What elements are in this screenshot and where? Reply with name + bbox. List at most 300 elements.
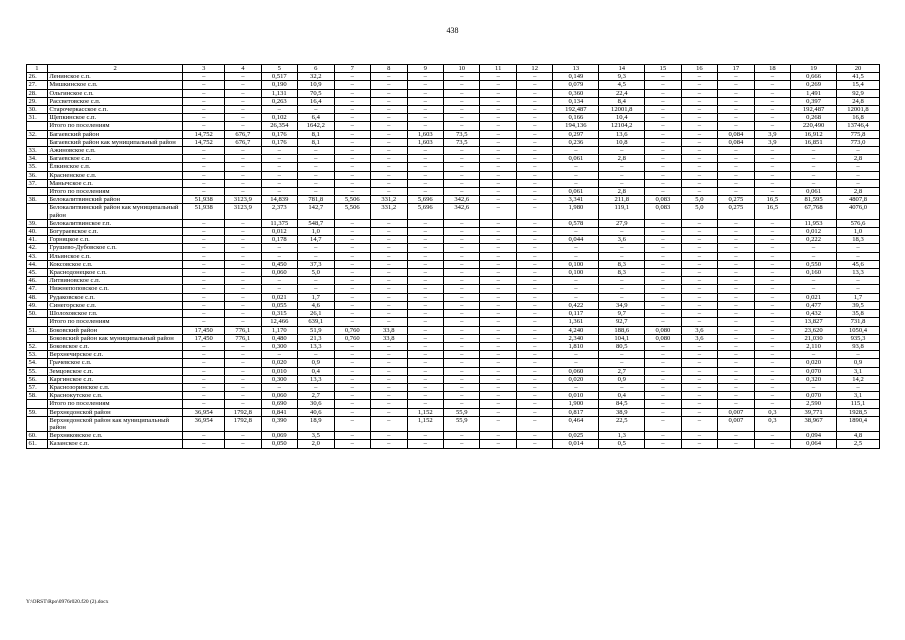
value-cell: – [718,219,754,227]
value-cell: – [371,114,407,122]
value-cell: – [225,219,261,227]
row-name-cell: Багаевский район [47,130,183,138]
value-cell: 38,9 [599,408,645,416]
value-cell: – [645,416,681,431]
value-cell: – [480,392,516,400]
value-cell: 14,2 [837,375,880,383]
value-cell: – [718,269,754,277]
value-cell: – [298,285,334,293]
value-cell: – [480,106,516,114]
value-cell: – [225,359,261,367]
value-cell: 776,1 [225,326,261,334]
value-cell: – [444,155,480,163]
value-cell: – [225,147,261,155]
value-cell: – [480,89,516,97]
value-cell: 26,354 [261,122,297,130]
value-cell: – [718,163,754,171]
value-cell: 548,7 [298,219,334,227]
value-cell: – [516,326,552,334]
value-cell: – [444,293,480,301]
value-cell: 342,6 [444,204,480,219]
value-cell: – [718,106,754,114]
value-cell: – [516,89,552,97]
value-cell: – [371,359,407,367]
value-cell: 13,3 [837,269,880,277]
table-row [27,277,880,285]
value-cell: – [371,285,407,293]
value-cell: 17,450 [183,334,225,342]
value-cell: – [516,400,552,408]
value-cell: – [754,351,790,359]
value-cell: – [516,236,552,244]
value-cell: – [754,73,790,81]
value-cell: – [516,375,552,383]
value-cell: – [681,138,717,146]
value-cell: – [516,334,552,342]
value-cell: – [225,351,261,359]
row-number-cell [27,416,48,431]
value-cell: 2,8 [837,155,880,163]
value-cell: – [334,130,370,138]
value-cell: – [407,293,443,301]
value-cell: 0,069 [261,432,297,440]
table-header-row [27,65,880,73]
value-cell: 781,8 [298,196,334,204]
value-cell: 0,690 [261,400,297,408]
value-cell: – [516,147,552,155]
value-cell: – [407,277,443,285]
value-cell: 0,007 [718,408,754,416]
value-cell: – [553,359,599,367]
value-cell: 26,1 [298,310,334,318]
value-cell: – [718,375,754,383]
value-cell: 676,7 [225,130,261,138]
value-cell: – [261,383,297,391]
value-cell: – [444,252,480,260]
value-cell: – [718,97,754,105]
row-name-cell: Ажиновское с.п. [47,147,183,155]
value-cell: – [334,138,370,146]
value-cell: – [718,81,754,89]
value-cell: – [718,122,754,130]
value-cell: 3,1 [837,367,880,375]
value-cell: – [754,400,790,408]
value-cell: – [371,367,407,375]
value-cell: 639,1 [298,318,334,326]
row-number-cell: 49. [27,301,48,309]
value-cell: – [225,122,261,130]
value-cell: – [553,244,599,252]
value-cell: – [444,188,480,196]
value-cell: – [183,89,225,97]
data-table [26,64,880,449]
value-cell: 0,4 [599,392,645,400]
value-cell: – [225,269,261,277]
value-cell: 1,0 [298,228,334,236]
value-cell: – [681,416,717,431]
value-cell: 0,275 [718,196,754,204]
table-row [27,228,880,236]
value-cell: – [516,130,552,138]
table-row [27,89,880,97]
value-cell: 0,817 [553,408,599,416]
value-cell: – [225,171,261,179]
value-cell: – [444,301,480,309]
value-cell: 0,841 [261,408,297,416]
value-cell: 14,7 [298,236,334,244]
value-cell: – [298,277,334,285]
value-cell: 0,061 [553,188,599,196]
value-cell: 0,070 [791,392,837,400]
value-cell: – [444,277,480,285]
value-cell: – [516,392,552,400]
value-cell: – [225,155,261,163]
row-name-cell: Коксовское с.п. [47,260,183,268]
table-row [27,252,880,260]
value-cell: – [480,236,516,244]
value-cell: – [225,73,261,81]
value-cell: – [444,97,480,105]
value-cell: – [645,318,681,326]
table-row [27,122,880,130]
value-cell: – [516,408,552,416]
value-cell: – [183,122,225,130]
value-cell: – [225,310,261,318]
value-cell: – [407,359,443,367]
value-cell: – [553,277,599,285]
value-cell: – [371,383,407,391]
table-row [27,236,880,244]
value-cell: – [407,106,443,114]
header-cell: 9 [407,65,443,73]
value-cell: – [516,204,552,219]
value-cell: 18,9 [298,416,334,431]
value-cell: – [407,179,443,187]
value-cell: 0,080 [645,334,681,342]
value-cell: – [407,400,443,408]
value-cell: 142,7 [298,204,334,219]
table-row [27,440,880,448]
value-cell: – [334,400,370,408]
value-cell: 10,4 [599,114,645,122]
value-cell: – [371,260,407,268]
value-cell: – [261,252,297,260]
value-cell: 21,3 [298,334,334,342]
value-cell: 21,030 [791,334,837,342]
value-cell: – [371,408,407,416]
value-cell: 32,2 [298,73,334,81]
value-cell: – [183,114,225,122]
value-cell: – [183,252,225,260]
value-cell: – [516,188,552,196]
value-cell: – [718,383,754,391]
value-cell: – [371,73,407,81]
value-cell: – [183,367,225,375]
value-cell: – [645,171,681,179]
value-cell: – [298,351,334,359]
value-cell: – [681,285,717,293]
value-cell: – [407,285,443,293]
value-cell: – [681,81,717,89]
value-cell: 2,0 [298,440,334,448]
value-cell: 5,506 [334,204,370,219]
value-cell: – [480,277,516,285]
value-cell: – [371,228,407,236]
footer-file-path: Y:\ORST\Rpo\0976r020.f20 (2).docx [26,599,109,605]
value-cell: 0,320 [791,375,837,383]
value-cell: 1890,4 [837,416,880,431]
table-row [27,188,880,196]
value-cell: 0,666 [791,73,837,81]
value-cell: 37,3 [298,260,334,268]
value-cell: – [516,351,552,359]
value-cell: – [718,310,754,318]
value-cell: – [407,171,443,179]
value-cell: 0,014 [553,440,599,448]
value-cell: – [298,244,334,252]
value-cell: – [480,228,516,236]
value-cell: 731,8 [837,318,880,326]
value-cell: 38,967 [791,416,837,431]
value-cell: – [754,228,790,236]
row-name-cell: Итого по поселениям [47,400,183,408]
value-cell: – [645,228,681,236]
value-cell: 0,578 [553,219,599,227]
row-name-cell: Итого по поселениям [47,122,183,130]
value-cell: – [645,114,681,122]
value-cell: 4,5 [599,81,645,89]
value-cell: – [645,392,681,400]
value-cell: – [754,171,790,179]
value-cell: – [183,301,225,309]
value-cell: – [599,285,645,293]
value-cell: – [183,318,225,326]
value-cell: – [298,163,334,171]
value-cell: – [791,244,837,252]
row-name-cell: Ленинское с.п. [47,73,183,81]
value-cell: – [371,375,407,383]
value-cell: – [183,342,225,350]
value-cell: 15,4 [837,81,880,89]
value-cell: 10,8 [599,138,645,146]
value-cell: 220,490 [791,122,837,130]
header-cell: 11 [480,65,516,73]
value-cell: – [407,163,443,171]
value-cell: – [837,383,880,391]
row-name-cell: Верхнедонской район [47,408,183,416]
value-cell: – [718,440,754,448]
value-cell: – [371,89,407,97]
row-number-cell [27,318,48,326]
row-name-cell: Белокалитвинский район [47,196,183,204]
value-cell: – [516,285,552,293]
value-cell: – [444,179,480,187]
value-cell: – [754,269,790,277]
value-cell: – [183,260,225,268]
value-cell: 331,2 [371,204,407,219]
value-cell: – [444,122,480,130]
value-cell: – [334,285,370,293]
row-number-cell: 38. [27,196,48,204]
value-cell: – [754,342,790,350]
value-cell: – [791,252,837,260]
value-cell: 39,771 [791,408,837,416]
value-cell: – [553,383,599,391]
value-cell: 5,696 [407,196,443,204]
value-cell: – [681,277,717,285]
value-cell: – [480,97,516,105]
value-cell: – [516,367,552,375]
header-cell: 8 [371,65,407,73]
value-cell: – [225,244,261,252]
header-cell: 5 [261,65,297,73]
value-cell: – [645,310,681,318]
value-cell: – [480,285,516,293]
value-cell: 1,131 [261,89,297,97]
value-cell: – [516,342,552,350]
value-cell: – [553,147,599,155]
value-cell: – [754,155,790,163]
table-row [27,392,880,400]
row-number-cell: 33. [27,147,48,155]
value-cell: 4807,8 [837,196,880,204]
row-name-cell: Краснокутское с.п. [47,392,183,400]
value-cell: 0,020 [553,375,599,383]
value-cell: 0,268 [791,114,837,122]
value-cell: – [407,383,443,391]
value-cell: 0,176 [261,130,297,138]
value-cell: – [681,318,717,326]
value-cell: 0,080 [645,326,681,334]
value-cell: 35,8 [837,310,880,318]
value-cell: 1792,8 [225,416,261,431]
value-cell: – [480,81,516,89]
value-cell: – [681,400,717,408]
value-cell: – [334,163,370,171]
value-cell: 30,6 [298,400,334,408]
value-cell: 1050,4 [837,326,880,334]
value-cell: 1,491 [791,89,837,97]
value-cell: – [599,252,645,260]
value-cell: 0,5 [599,440,645,448]
row-number-cell: 41. [27,236,48,244]
table-row [27,432,880,440]
value-cell: – [599,171,645,179]
value-cell: – [371,97,407,105]
value-cell: 93,8 [837,342,880,350]
value-cell: – [298,383,334,391]
value-cell: – [681,73,717,81]
value-cell: 0,061 [791,188,837,196]
row-number-cell: 30. [27,106,48,114]
value-cell: – [754,260,790,268]
value-cell: – [718,301,754,309]
value-cell: 576,6 [837,219,880,227]
value-cell: – [516,269,552,277]
value-cell: – [718,367,754,375]
value-cell: 0,275 [718,204,754,219]
value-cell: 0,070 [791,367,837,375]
value-cell: – [334,89,370,97]
row-number-cell [27,400,48,408]
table-row [27,310,880,318]
value-cell: – [407,89,443,97]
value-cell: 13746,4 [837,122,880,130]
value-cell: 27,9 [599,219,645,227]
value-cell: – [681,171,717,179]
value-cell: – [407,432,443,440]
row-number-cell: 50. [27,310,48,318]
value-cell: – [371,81,407,89]
value-cell: 1,170 [261,326,297,334]
value-cell: 12001,8 [599,106,645,114]
value-cell: 16,912 [791,130,837,138]
row-number-cell: 39. [27,219,48,227]
value-cell: – [444,318,480,326]
value-cell: – [371,310,407,318]
value-cell: 13,6 [599,130,645,138]
value-cell: – [681,89,717,97]
value-cell: 17,450 [183,326,225,334]
value-cell: – [553,285,599,293]
value-cell: 0,134 [553,97,599,105]
value-cell: – [407,392,443,400]
value-cell: – [754,432,790,440]
value-cell: – [225,293,261,301]
value-cell: – [480,155,516,163]
table-row [27,375,880,383]
value-cell: – [225,260,261,268]
value-cell: – [407,375,443,383]
value-cell: 1,7 [837,293,880,301]
value-cell: – [480,260,516,268]
value-cell: – [516,432,552,440]
row-name-cell: Манычское с.п. [47,179,183,187]
value-cell: – [407,81,443,89]
value-cell: – [599,293,645,301]
value-cell: – [718,73,754,81]
value-cell: 188,6 [599,326,645,334]
value-cell: – [681,155,717,163]
value-cell: 84,5 [599,400,645,408]
value-cell: – [261,188,297,196]
value-cell: – [444,383,480,391]
value-cell: – [480,147,516,155]
value-cell: – [183,359,225,367]
value-cell: – [754,179,790,187]
value-cell: – [681,122,717,130]
row-number-cell: 56. [27,375,48,383]
row-name-cell: Грачевское с.п. [47,359,183,367]
value-cell: – [183,219,225,227]
value-cell: – [407,342,443,350]
row-name-cell: Верхняковское с.п. [47,432,183,440]
value-cell: – [516,440,552,448]
value-cell: – [183,351,225,359]
value-cell: – [645,179,681,187]
value-cell: 1642,2 [298,122,334,130]
value-cell: 0,3 [754,408,790,416]
value-cell: – [225,367,261,375]
value-cell: – [298,179,334,187]
value-cell: – [480,367,516,375]
value-cell: 12104,2 [599,122,645,130]
value-cell: 11,953 [791,219,837,227]
row-name-cell: Горняцкое с.п. [47,236,183,244]
value-cell: 0,055 [261,301,297,309]
value-cell: – [480,204,516,219]
value-cell: 8,3 [599,260,645,268]
